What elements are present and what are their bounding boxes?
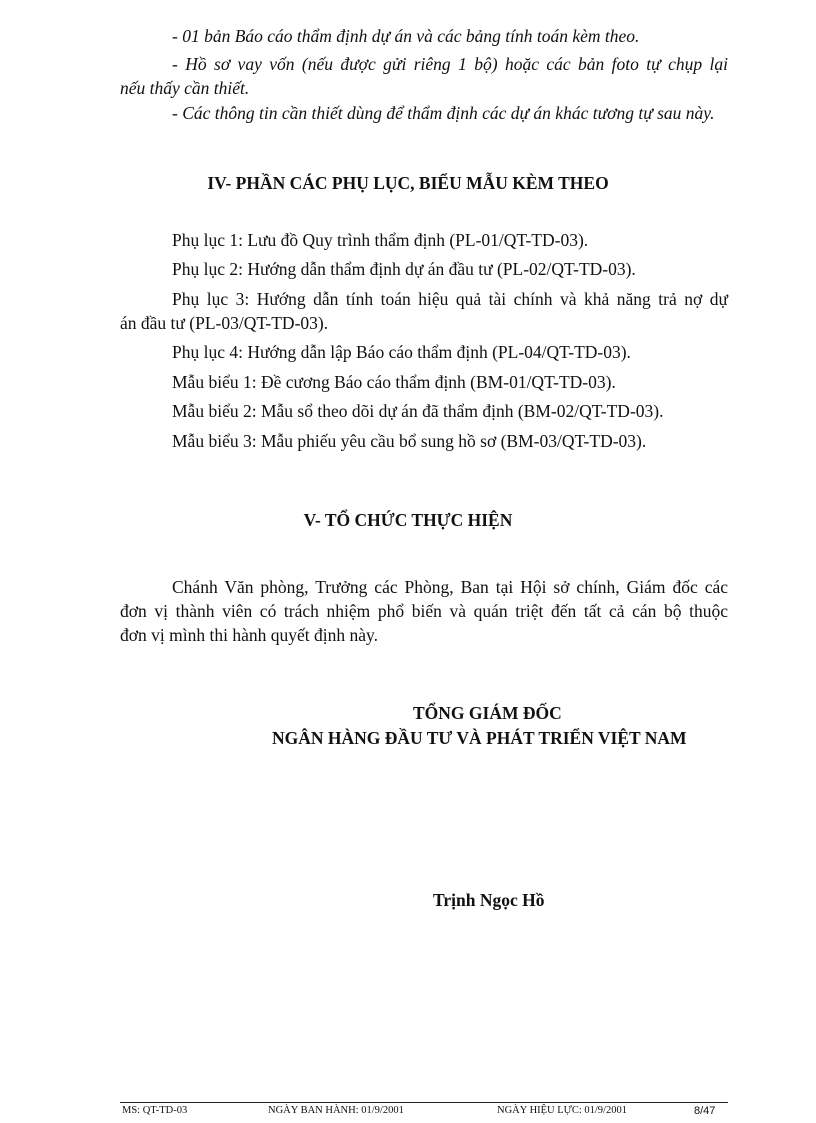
footer-issue-date: NGÀY BAN HÀNH: 01/9/2001	[268, 1105, 404, 1116]
appendix-item: Phụ lục 3: Hướng dẫn tính toán hiệu quả tài chính và khả năng trả nợ dự	[172, 289, 728, 309]
section-5-paragraph-line: đơn vị thành viên có trách nhiệm phổ biến và quán triệt đến tất cả cán bộ thuộc	[120, 601, 728, 621]
signer-title: TỔNG GIÁM ĐỐC	[413, 703, 562, 723]
appendix-item: Phụ lục 1: Lưu đồ Quy trình thẩm định (PL-01/QT-TD-03).	[172, 230, 589, 250]
form-item: Mẫu biểu 3: Mẫu phiếu yêu cầu bổ sung hồ sơ (BM-03/QT-TD-03).	[172, 431, 647, 451]
footer-document-code: MS: QT-TD-03	[122, 1105, 188, 1116]
appendix-item: Phụ lục 4: Hướng dẫn lập Báo cáo thẩm định (PL-04/QT-TD-03).	[172, 342, 631, 362]
form-item: Mẫu biểu 2: Mẫu sổ theo dõi dự án đã thẩm định (BM-02/QT-TD-03).	[172, 401, 664, 421]
appendix-item: Phụ lục 2: Hướng dẫn thẩm định dự án đầu tư (PL-02/QT-TD-03).	[172, 259, 636, 279]
section-5-paragraph-line: Chánh Văn phòng, Trưởng các Phòng, Ban tại Hội sở chính, Giám đốc các	[172, 577, 728, 597]
section-5-paragraph-line: đơn vị mình thi hành quyết định này.	[120, 625, 378, 645]
footer-page-number: 8/47	[694, 1105, 716, 1117]
form-item: Mẫu biểu 1: Đề cương Báo cáo thẩm định (BM-01/QT-TD-03).	[172, 372, 616, 392]
intro-item-report: - 01 bản Báo cáo thẩm định dự án và các bảng tính toán kèm theo.	[172, 26, 640, 46]
section-5-heading: V- TỔ CHỨC THỰC HIỆN	[303, 510, 513, 530]
section-4-heading: IV- PHẦN CÁC PHỤ LỤC, BIỂU MẪU KÈM THEO	[207, 173, 609, 193]
footer-effective-date: NGÀY HIỆU LỰC: 01/9/2001	[497, 1105, 627, 1116]
intro-item-loan-dossier-cont: nếu thấy cần thiết.	[120, 78, 250, 98]
signer-organization: NGÂN HÀNG ĐẦU TƯ VÀ PHÁT TRIỂN VIỆT NAM	[272, 728, 687, 748]
intro-item-loan-dossier: - Hồ sơ vay vốn (nếu được gửi riêng 1 bộ) hoặc các bản foto tự chụp lại	[172, 54, 728, 74]
intro-item-reference-info: - Các thông tin cần thiết dùng để thẩm định các dự án khác tương tự sau này.	[172, 103, 715, 123]
footer-divider	[120, 1102, 728, 1103]
appendix-item-cont: án đầu tư (PL-03/QT-TD-03).	[120, 313, 329, 333]
signer-name: Trịnh Ngọc Hồ	[433, 890, 545, 910]
